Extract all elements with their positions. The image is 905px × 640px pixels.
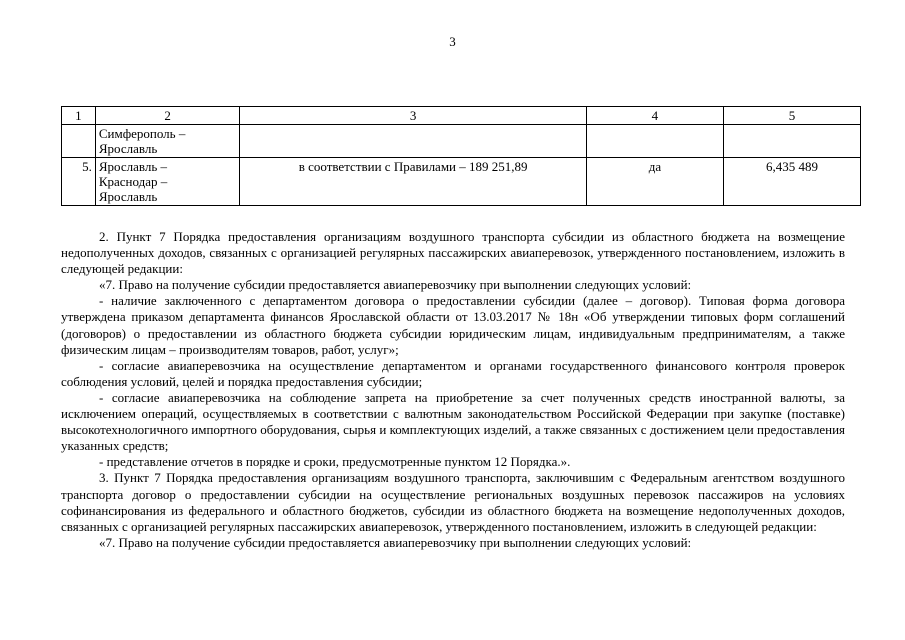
paragraph-item-2: 2. Пункт 7 Порядка предоставления организациям воздушного транспорта субсидии из областного бюджета на возмещение недополученных доходов, связанных с организацией регулярных пассажирских авиаперевозок, утвержденного постановлением, изложить в следующей редакции: [61, 229, 845, 277]
table-cell: в соответствии с Правилами – 189 251,89 [240, 158, 587, 206]
condition-currency-ban: - согласие авиаперевозчика на соблюдение запрета на приобретение за счет полученных средств иностранной валюты, за исключением операций, осуществляемых в соответствии с валютным законодательством Российской Федерации при закупке (поставке) высокотехнологичного импортного оборудования, сырья и комплектующих изделий, а также связанных с достижением цели предоставления указанных средств; [61, 389, 845, 454]
column-header-3: 3 [240, 107, 587, 125]
page-number: 3 [449, 34, 456, 49]
table-cell [586, 125, 723, 158]
table-cell: 6,435 489 [723, 158, 860, 206]
table-cell [62, 125, 96, 158]
table-header-row [62, 107, 861, 125]
quoted-clause-7: «7. Право на получение субсидии предоставляется авиаперевозчику при выполнении следующих условий: [99, 534, 692, 550]
routes-table [61, 106, 861, 206]
table-row [62, 125, 861, 158]
table-row [62, 158, 861, 206]
quoted-clause-7: «7. Право на получение субсидии предоставляется авиаперевозчику при выполнении следующих условий: [99, 277, 692, 293]
table-cell [723, 125, 860, 158]
column-header-1: 1 [62, 107, 96, 125]
column-header-4: 4 [586, 107, 723, 125]
table-cell: да [586, 158, 723, 206]
route-cell: Ярославль – Краснодар – Ярославль [95, 158, 239, 206]
table-cell [240, 125, 587, 158]
document-body [61, 229, 845, 551]
route-cell: Симферополь – Ярославль [95, 125, 239, 158]
condition-audit-consent: - согласие авиаперевозчика на осуществление департаментом и органами государственного финансового контроля проверок соблюдения условий, целей и порядка предоставления субсидии; [61, 357, 845, 389]
row-number-cell: 5. [62, 158, 96, 206]
column-header-2: 2 [95, 107, 239, 125]
paragraph-item-3: 3. Пункт 7 Порядка предоставления организациям воздушного транспорта, заключившим с Федеральным агентством воздушного транспорта договор о предоставлении субсидии на осуществление региональных воздушных перевозок пассажиров на условиях софинансирования из федерального и областного бюджетов, субсидии из областного бюджета на возмещение недополученных доходов, связанных с организацией регулярных пассажирских авиаперевозок, утвержденного постановлением, изложить в следующей редакции: [61, 470, 845, 534]
column-header-5: 5 [723, 107, 860, 125]
condition-reports: - представление отчетов в порядке и сроки, предусмотренные пунктом 12 Порядка.». [99, 454, 571, 470]
condition-contract: - наличие заключенного с департаментом договора о предоставлении субсидии (далее – договор). Типовая форма договора утверждена приказом департамента финансов Ярославской области от 13.03.2017 № 18н «Об утверждении типовых форм соглашений (договоров) о предоставлении из областного бюджета субсидии юридическим лицам, индивидуальным предпринимателям, а также физическим лицам – производителям товаров, работ, услуг»; [61, 293, 845, 357]
